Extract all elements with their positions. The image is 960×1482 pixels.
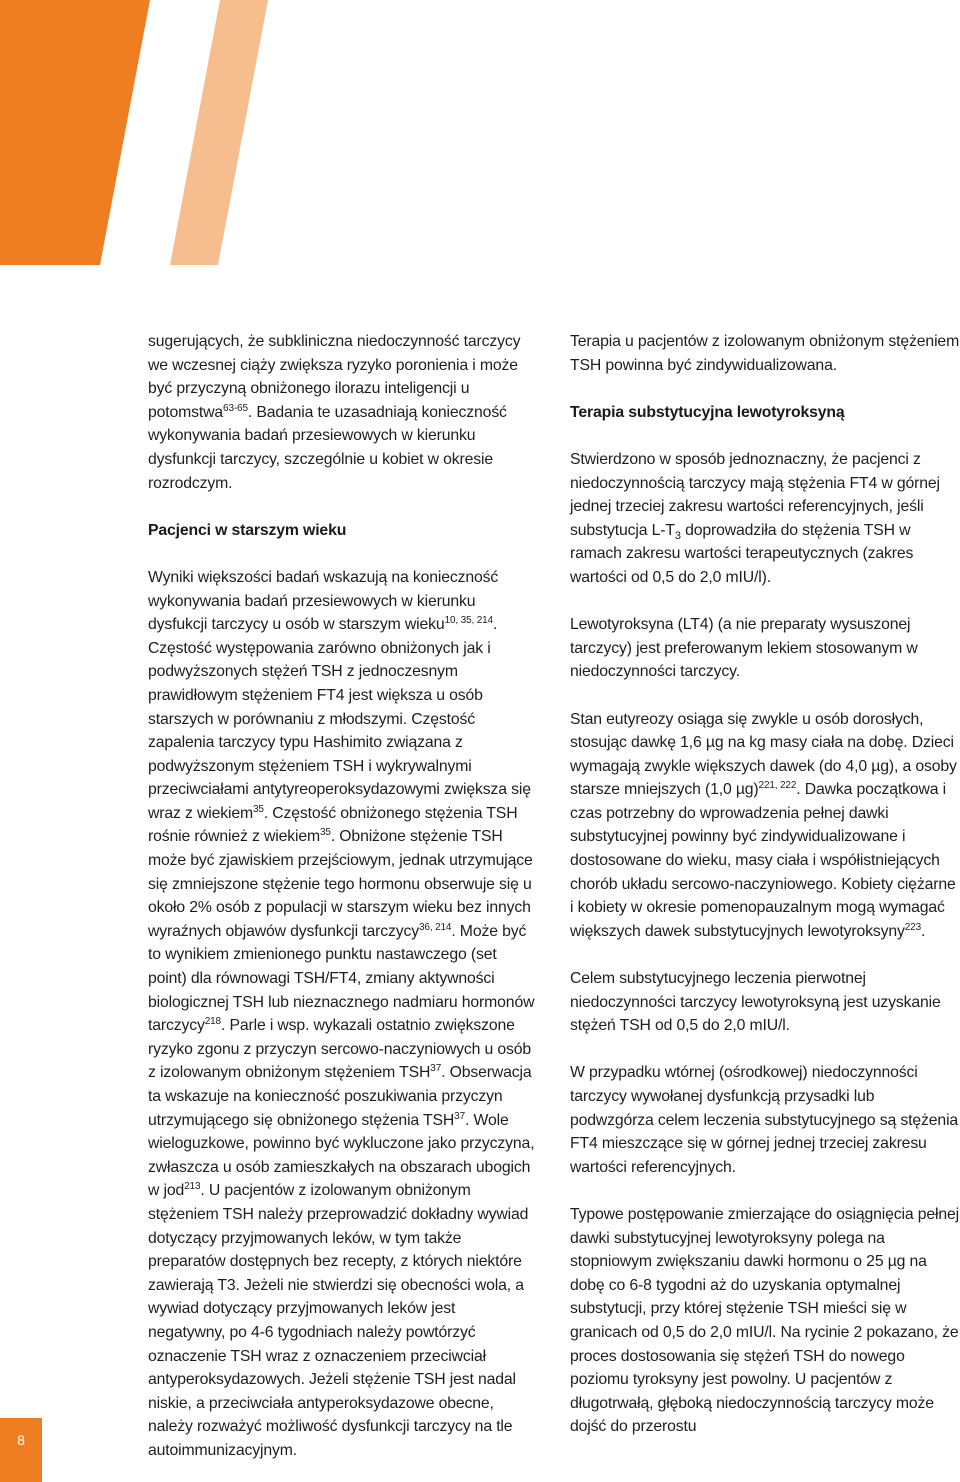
citation: 37	[430, 1063, 442, 1075]
citation: 213	[184, 1181, 201, 1193]
left-column	[148, 330, 536, 1463]
paragraph-lt4: Lewotyroksyna (LT4) (a nie preparaty wysuszonej tarczycy) jest preferowanym lekiem stosowanym w niedoczynności tarczycy.	[570, 616, 918, 681]
text-run: . Parle i wsp. wykazali ostatnio zwiększone ryzyko zgonu z przyczyn sercowo-naczyniowych u osób z izolowanym obniżonym stężeniem TSH	[148, 1017, 532, 1082]
light-orange-stripe	[170, 0, 268, 265]
corner-stripe-decoration	[0, 0, 290, 265]
citation: 223	[904, 921, 922, 933]
text-run: doprowadziła do stężenia TSH w ramach zakresu wartości terapeutycznych (zakres wartości od 0,5 do 2,0 mIU/l).	[570, 521, 914, 586]
orange-stripe	[0, 0, 150, 265]
text-run: .	[921, 922, 926, 940]
text-run: Stwierdzono w sposób jednoznaczny, że pacjenci z niedoczynnością tarczycy mają stężenia FT4 w górnej jednej trzeciej zakresu wartości referencyjnych, jeśli substytucja L-T	[570, 450, 940, 539]
text-run: . Może być to wynikiem zmienionego punktu nastawczego (set point) dla równowagi TSH/FT4, zmiany aktywności biologicznej TSH lub nieznacznego nadmiaru hormonów tarczycy	[148, 922, 535, 1035]
citation: 35	[252, 803, 264, 815]
paragraph-ft4	[570, 448, 960, 590]
subscript: 3	[674, 529, 681, 542]
text-run: . Obniżone stężenie TSH może być zjawiskiem przejściowym, jednak utrzymujące się zmniejszone stężenie tego hormonu obserwuje się u około 2% osób z populacji w starszym wieku bez innych wyraźnych objawów dysfunkcji tarczycy	[148, 828, 533, 940]
section-heading-elderly: Pacjenci w starszym wieku	[148, 521, 347, 539]
text-run: . U pacjentów z izolowanym obniżonym stężeniem TSH należy przeprowadzić dokładny wywiad dotyczący przyjmowanych leków, w tym także preparatów dostępnych bez recepty, z których niektóre zawierają T3. Jeżeli nie stwierdzi się obecności wola, a wywiad dotyczący przyjmowanych leków jest negatywny, po 4-6 tygodniach należy powtórzyć oznaczenie TSH wraz z oznaczeniem przeciwciał antyperoksydazowych. Jeżeli stężenie TSH jest nadal niskie, a przeciwciała antyperoksydazowe obecne, należy rozważyć możliwość dysfunkcji tarczycy na tle autoimmunizacyjnym.	[148, 1182, 529, 1459]
citation: 63-65	[223, 402, 248, 414]
citation: 218	[204, 1016, 221, 1028]
paragraph-secondary: W przypadku wtórnej (ośrodkowej) niedoczynności tarczycy wywołanej dysfunkcją przysadki lub podwzgórza celem leczenia substytucyjnego są stężenia FT4 mieszczące się w górnej jednej trzeciej zakresu wartości referencyjnych.	[570, 1064, 959, 1176]
text-run: sugerujących, że subkliniczna niedoczynność tarczycy we wczesnej ciąży zwiększa ryzyko poronienia i może być przyczyną obniżonego ilorazu inteligencji u potomstwa	[148, 333, 521, 421]
section-heading-therapy: Terapia substytucyjna lewotyroksyną	[570, 403, 845, 421]
page-number-tab	[0, 1418, 42, 1482]
citation: 36, 214	[419, 921, 452, 933]
text-run: Wyniki większości badań wskazują na konieczność wykonywania badań przesiewowych w kierunku dysfukcji tarczycy u osób w starszym wieku	[148, 568, 499, 634]
right-column	[570, 330, 960, 1439]
text-run: . Badania te uzasadniają konieczność wykonywania badań przesiewowych w kierunku dysfunkcji tarczycy, szczególnie u kobiet w okresie rozrodczym.	[148, 403, 507, 492]
text-run: . Wole wieloguzkowe, powinno być wykluczone jako przyczyna, zwłaszcza u osób zamieszkałych na obszarach ubogich w jod	[148, 1111, 535, 1200]
paragraph-elderly	[148, 566, 536, 1463]
text-run: . Częstość występowania zarówno obniżonych jak i podwyższonych stężeń TSH z jednoczesnym prawidłowym stężeniem FT4 jest większa u osób starszych w porównaniu z młodszymi. Częstość zapalenia tarczycy typu Hashimito związana z podwyższonym stężeniem TSH i wykrywalnymi przeciwciałami antytyreoperoksydazowymi zwiększa się wraz z wiekiem	[148, 616, 531, 822]
citation: 35	[319, 827, 331, 839]
paragraph-titration: Typowe postępowanie zmierzające do osiągnięcia pełnej dawki substytucyjnej lewotyroksyny polega na stopniowym zwiększaniu dawki hormonu o 25 µg na dobę co 6-8 tygodni aż do uzyskania optymalnej substytucji, przy której stężenie TSH mieści się w granicach od 0,5 do 2,0 mIU/l. Na rycinie 2 pokazano, że proces dostosowania się stężeń TSH do nowego poziomu tyroksyny jest powolny. U pacjentów z długotrwałą, głęboką niedoczynnością tarczycy może dojść do przerostu	[570, 1205, 959, 1436]
text-run: . Częstość obniżonego stężenia TSH rośnie również z wiekiem	[148, 804, 518, 846]
page-number: 8	[17, 1432, 25, 1448]
paragraph-continuation: Terapia u pacjentów z izolowanym obniżonym stężeniem TSH powinna być zindywidualizowana.	[570, 333, 960, 374]
text-run: . Dawka początkowa i czas potrzebny do wprowadzenia pełnej dawki substytucyjnej powinny być zindywidualizowane i dostosowane do wieku, masy ciała i współistniejących chorób układu sercowo-naczyniowego. Kobiety ciężarne i kobiety w okresie pomenopauzalnym mogą wymagać większych dawek substytucyjnych lewotyroksyny	[570, 781, 956, 940]
citation: 10, 35, 214	[444, 615, 493, 627]
citation: 37	[454, 1110, 465, 1122]
paragraph-goal: Celem substytucyjnego leczenia pierwotnej niedoczynności tarczycy lewotyroksyną jest uzyskanie stężeń TSH od 0,5 do 2,0 mIU/l.	[570, 970, 941, 1035]
text-run: Stan eutyreozy osiąga się zwykle u osób dorosłych, stosując dawkę 1,6 µg na kg masy ciała na dobę. Dzieci wymagają zwykle większych dawek (do 4,0 µg), a osoby starsze mniejszych (1,0 µg)	[570, 710, 957, 799]
text-run: . Obserwacja ta wskazuje na konieczność poszukiwania przyczyn utrzymującego się obniżonego stężenia TSH	[148, 1064, 532, 1129]
citation: 221, 222	[758, 780, 797, 792]
paragraph-dosage	[570, 708, 960, 944]
paragraph-intro	[148, 330, 536, 495]
